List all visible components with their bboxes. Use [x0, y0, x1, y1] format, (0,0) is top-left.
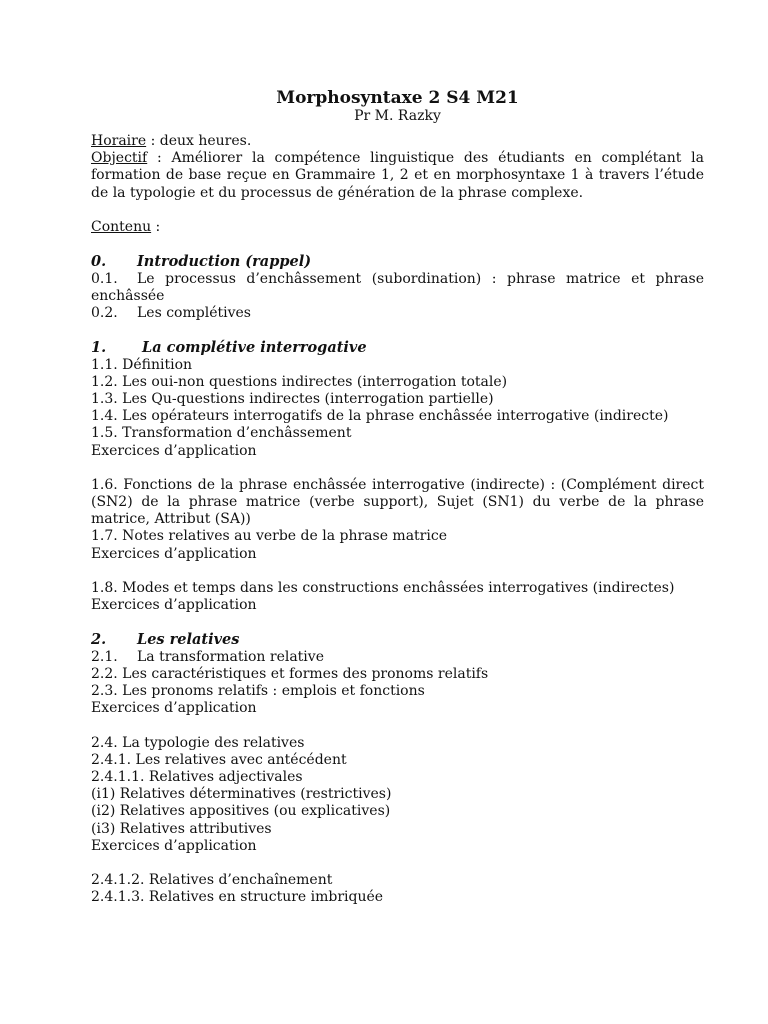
objectif-label: Objectif: [91, 150, 148, 167]
section-2-heading: [91, 631, 704, 649]
contenu-line: [91, 219, 704, 236]
exercises-2a: Exercices d’application: [91, 700, 257, 717]
item-1-3: 1.3. Les Qu-questions indirectes (interrogation partielle): [91, 391, 494, 408]
item-0-1-number: 0.1.: [91, 270, 118, 287]
item-0-2-number: 0.2.: [91, 304, 118, 321]
item-1-2: 1.2. Les oui-non questions indirectes (interrogation totale): [91, 373, 508, 390]
section-1-heading: [91, 339, 704, 357]
contenu-suffix: :: [151, 218, 161, 235]
section-0-number: 0.: [91, 253, 107, 271]
item-2-4-1-1: 2.4.1.1. Relatives adjectivales: [91, 768, 303, 785]
section-2-number: 2.: [91, 631, 107, 649]
item-0-1: [91, 271, 704, 305]
objectif-paragraph: [91, 150, 704, 202]
item-1-4: 1.4. Les opérateurs interrogatifs de la phrase enchâssée interrogative (indirecte): [91, 408, 669, 425]
item-2-1-text: La transformation relative: [137, 648, 324, 665]
item-2-2: 2.2. Les caractéristiques et formes des pronoms relatifs: [91, 665, 489, 682]
section-1-number: 1.: [91, 339, 107, 357]
page-title: Morphosyntaxe 2 S4 M21: [276, 88, 519, 108]
item-i1: (i1) Relatives déterminatives (restrictives): [91, 786, 392, 803]
item-2-4-1-3: 2.4.1.3. Relatives en structure imbriquée: [91, 889, 384, 906]
item-1-8: 1.8. Modes et temps dans les constructions enchâssées interrogatives (indirectes): [91, 579, 675, 596]
item-2-4: 2.4. La typologie des relatives: [91, 734, 305, 751]
horaire-value: : deux heures.: [146, 133, 252, 149]
exercises-1c: Exercices d’application: [91, 597, 257, 614]
item-i3: (i3) Relatives attributives: [91, 820, 272, 837]
objectif-value: : Améliorer la compétence linguistique des étudiants en complétant la formation de base reçue en Grammaire 1, 2 et en morphosyntaxe 1 à travers l’étude de la typologie et du processus de génération de la phrase complexe.: [91, 150, 704, 201]
section-0-heading: [91, 253, 704, 271]
item-2-3: 2.3. Les pronoms relatifs : emplois et fonctions: [91, 683, 425, 700]
item-1-1: 1.1. Définition: [91, 356, 193, 373]
author-line: Pr M. Razky: [354, 108, 441, 124]
horaire-line: [91, 133, 704, 150]
section-0-title: Introduction (rappel): [137, 253, 312, 271]
exercises-2b: Exercices d’application: [91, 837, 257, 854]
item-1-5: 1.5. Transformation d’enchâssement: [91, 425, 352, 442]
item-0-2: [91, 305, 704, 322]
item-1-7: 1.7. Notes relatives au verbe de la phrase matrice: [91, 528, 447, 545]
exercises-1b: Exercices d’application: [91, 545, 257, 562]
item-0-1-text: Le processus d’enchâssement (subordination) : phrase matrice et phrase enchâssée: [91, 270, 704, 304]
item-2-4-1: 2.4.1. Les relatives avec antécédent: [91, 751, 347, 768]
document-page: [91, 88, 704, 906]
section-1-title: La complétive interrogative: [142, 339, 367, 357]
item-0-2-text: Les complétives: [137, 304, 251, 321]
item-2-1: [91, 649, 704, 666]
item-2-4-1-2: 2.4.1.2. Relatives d’enchaînement: [91, 872, 333, 888]
exercises-1a: Exercices d’application: [91, 442, 257, 459]
section-2-title: Les relatives: [137, 631, 240, 649]
item-i2: (i2) Relatives appositives (ou explicatives): [91, 803, 391, 820]
contenu-label: Contenu: [91, 218, 152, 235]
item-2-1-number: 2.1.: [91, 648, 118, 665]
horaire-label: Horaire: [91, 133, 147, 149]
item-1-6: 1.6. Fonctions de la phrase enchâssée interrogative (indirecte) : (Complément direct (SN2) de la phrase matrice (verbe support), Sujet (SN1) du verbe de la phrase matrice, Attribut (SA)): [91, 476, 704, 528]
